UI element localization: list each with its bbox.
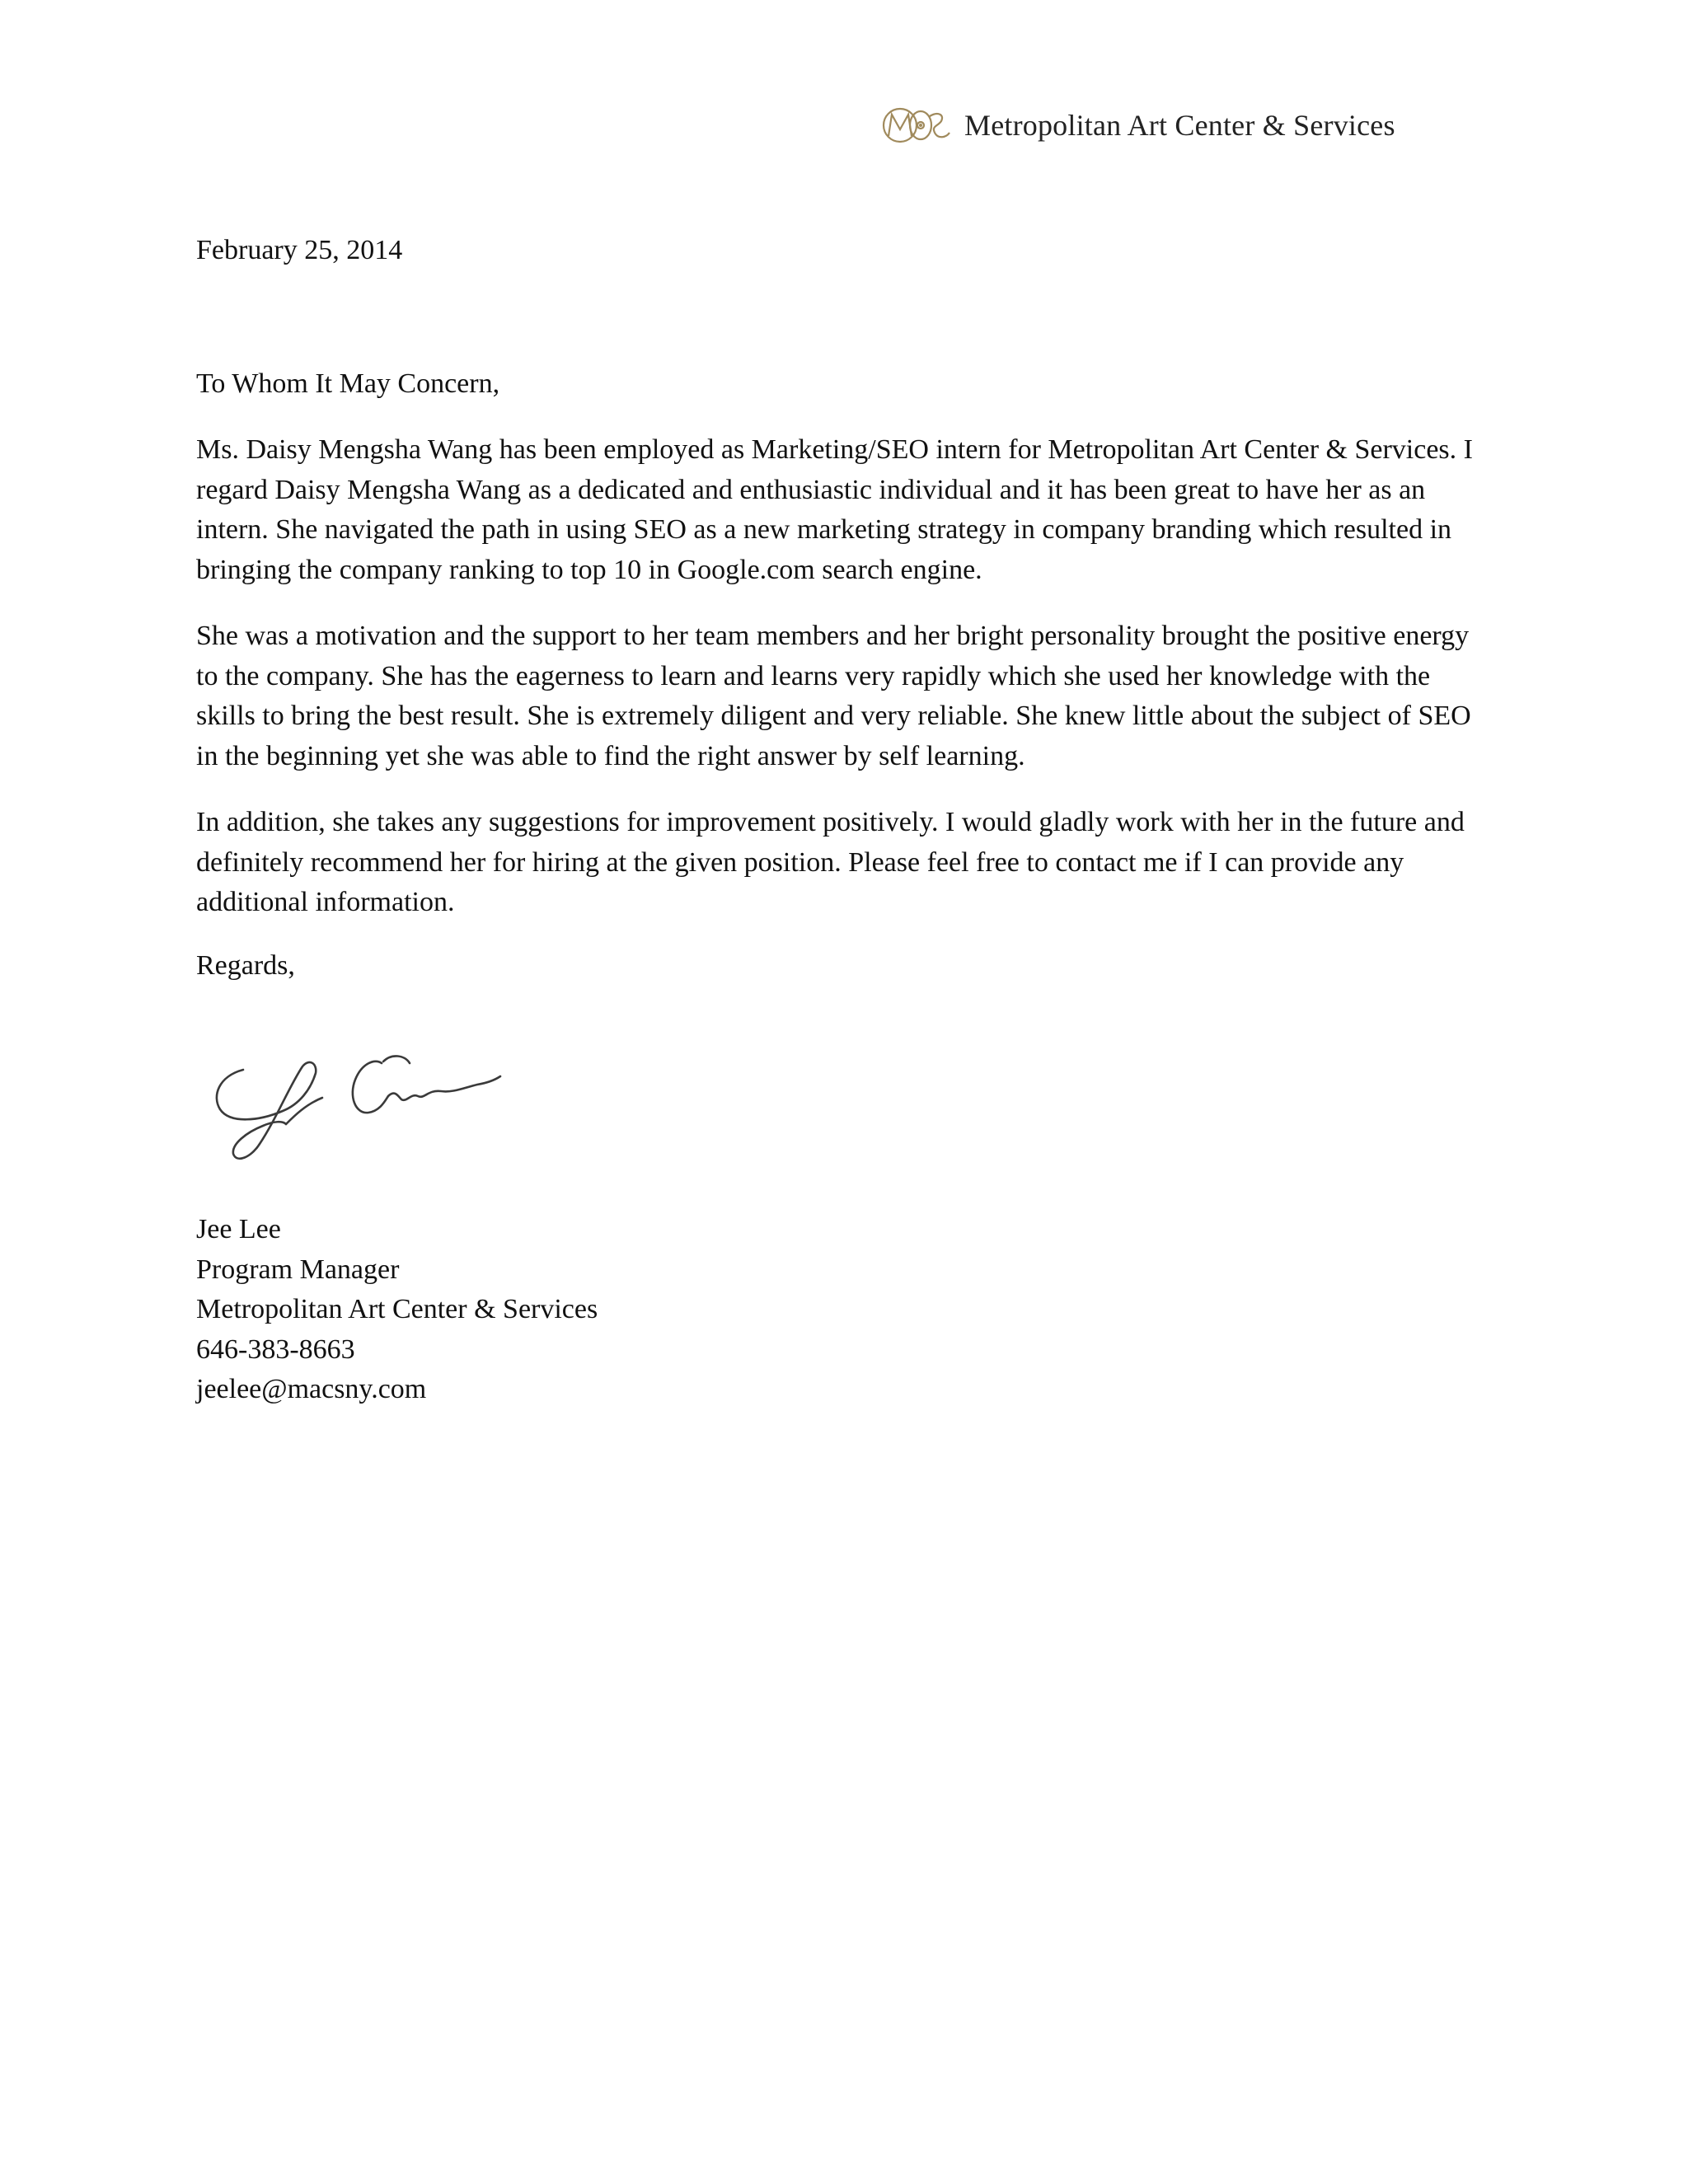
body-paragraph: In addition, she takes any suggestions for improvement positively. I would gladly work with her in the future and definitely recommend her for hiring at the given position. Please feel free to contact me if I can provide any additional information. bbox=[196, 807, 1465, 917]
letter-date: February 25, 2014 bbox=[196, 235, 403, 265]
macs-logo bbox=[882, 105, 951, 146]
signer-name: Jee Lee bbox=[196, 1214, 281, 1244]
signer-title: Program Manager bbox=[196, 1254, 400, 1285]
signer-phone: 646-383-8663 bbox=[196, 1333, 355, 1365]
signer-block bbox=[196, 1210, 598, 1410]
signer-email: jeelee@macsny.com bbox=[196, 1374, 427, 1404]
closing: Regards, bbox=[196, 950, 295, 981]
signer-organization: Metropolitan Art Center & Services bbox=[196, 1294, 598, 1324]
salutation: To Whom It May Concern, bbox=[196, 368, 500, 399]
letterhead bbox=[882, 101, 1395, 150]
handwritten-signature bbox=[194, 1004, 540, 1169]
body-paragraph: Ms. Daisy Mengsha Wang has been employed as Marketing/SEO intern for Metropolitan Art Center & Services. I regard Daisy Mengsha Wang as a dedicated and enthusiastic individual and it has been great to have her as an intern. She navigated the path in using SEO as a new marketing strategy in company branding which resulted in bringing the company ranking to top 10 in Google.com search engine. bbox=[196, 434, 1473, 585]
body-paragraph: She was a motivation and the support to her team members and her bright personality brought the positive energy to the company. She has the eagerness to learn and learns very rapidly which she used her knowledge with the skills to bring the best result. She is extremely diligent and very reliable. She knew little about the subject of SEO in the beginning yet she was able to find the right answer by self learning. bbox=[196, 621, 1471, 771]
letterhead-organization: Metropolitan Art Center & Services bbox=[964, 109, 1395, 142]
